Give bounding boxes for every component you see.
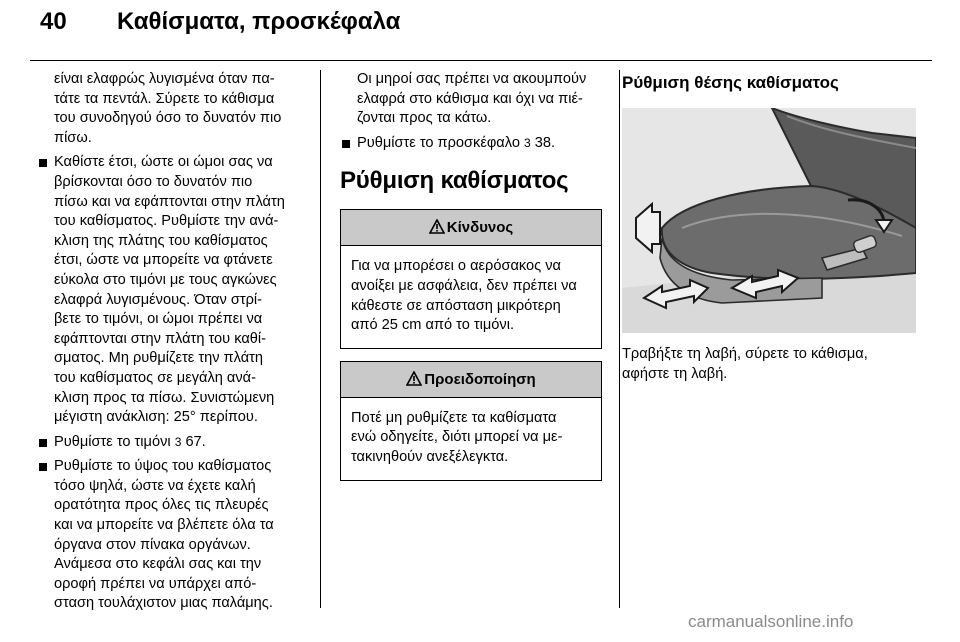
bullet-square-icon: [39, 439, 47, 447]
page-header: [0, 0, 960, 62]
column-divider-2: [619, 70, 620, 608]
column-middle: [340, 70, 602, 481]
danger-box: [340, 209, 602, 348]
page-reference-icon: 3: [524, 135, 531, 150]
warning-triangle-icon: [406, 371, 422, 386]
warning-box-body: Ποτέ μη ρυθμίζετε τα καθίσματα ενώ οδηγείτε, διότι μπορεί να με- τακινηθούν ανεξέλεγκτα.: [351, 409, 563, 465]
bullet-seat-height: Ρυθμίστε το ύψος του καθίσματος τόσο ψηλά, ώστε να έχετε καλή ορατότητα προς όλες τις πλευρές και να μπορείτε να βλέπετε όλα τα όργανα στον πίνακα οργάνων. Ανάμεσα στο κεφάλι σας και την οροφή πρέπει να υπάρχει από- σταση τουλάχιστον μιας παλάμης.: [37, 457, 309, 614]
page-reference-link[interactable]: 38.: [534, 134, 556, 151]
page-reference-icon: 3: [174, 434, 182, 449]
intro-paragraph: είναι ελαφρώς λυγισμένα όταν πα- τάτε τα πεντάλ. Σύρετε το κάθισμα του συνοδηγού όσο το δυνατόν πιο πίσω.: [54, 71, 282, 146]
page-number: 40: [40, 8, 67, 35]
header-divider: [30, 60, 932, 61]
warning-title: Προειδοποίηση: [424, 370, 536, 388]
warning-triangle-icon: [429, 219, 445, 234]
danger-box-header: [341, 210, 601, 246]
bullet-head-restraint: Ρυθμίστε το προσκέφαλο 3 38.: [340, 134, 602, 154]
column-left: [37, 70, 309, 614]
seat-adjustment-diagram: [622, 108, 916, 333]
bullet-steering-wheel: Ρυθμίστε το τιμόνι 3 67.: [37, 433, 309, 453]
column-right: [622, 70, 917, 384]
page-reference-link[interactable]: 67.: [185, 433, 206, 450]
bullet-shoulders: Καθίστε έτσι, ώστε οι ώμοι σας να βρίσκονται όσο το δυνατόν πιο πίσω και να εφάπτονται στην πλάτη του καθίσματος. Ρυθμίστε την ανά- κλιση της πλάτης του καθίσματος έτσι, ώστε να μπορείτε να φτάνετε εύκολα στο τιμόνι με τους αγκώνες ελαφρά λυγισμένους. Όταν στρί- βετε το τιμόνι, οι ώμοι πρέπει να εφάπτονται στην πλάτη του καθί- σματος. Μη ρυθμίζετε την πλάτη του καθίσματος σε μεγάλη ανά- κλιση προς τα πίσω. Συνιστώμενη μέγιστη ανάκλιση: 25° περίπου.: [37, 153, 309, 427]
warning-box-header: [341, 362, 601, 398]
bullet-square-icon: [39, 463, 47, 471]
section-title: Καθίσματα, προσκέφαλα: [117, 8, 401, 35]
bullet-square-icon: [39, 159, 47, 167]
warning-box: [340, 361, 602, 481]
seat-position-heading: Ρύθμιση θέσης καθίσματος: [622, 73, 839, 92]
column-divider-1: [320, 70, 321, 608]
watermark: carmanualsonline.info: [688, 612, 854, 631]
figure-caption: Τραβήξτε τη λαβή, σύρετε το κάθισμα, αφήστε τη λαβή.: [622, 346, 868, 382]
seat-adjustment-heading: Ρύθμιση καθίσματος: [340, 167, 569, 195]
danger-box-body: Για να μπορέσει ο αερόσακος να ανοίξει με ασφάλεια, δεν πρέπει να κάθεστε σε απόσταση μικρότερη από 25 cm από το τιμόνι.: [351, 258, 577, 334]
bullet-square-icon: [342, 140, 350, 148]
danger-title: Κίνδυνος: [446, 219, 514, 237]
thighs-paragraph: Οι μηροί σας πρέπει να ακουμπούν ελαφρά στο κάθισμα και όχι να πιέ- ζονται προς τα κάτω.: [357, 71, 587, 127]
seat-illustration: [622, 108, 916, 333]
